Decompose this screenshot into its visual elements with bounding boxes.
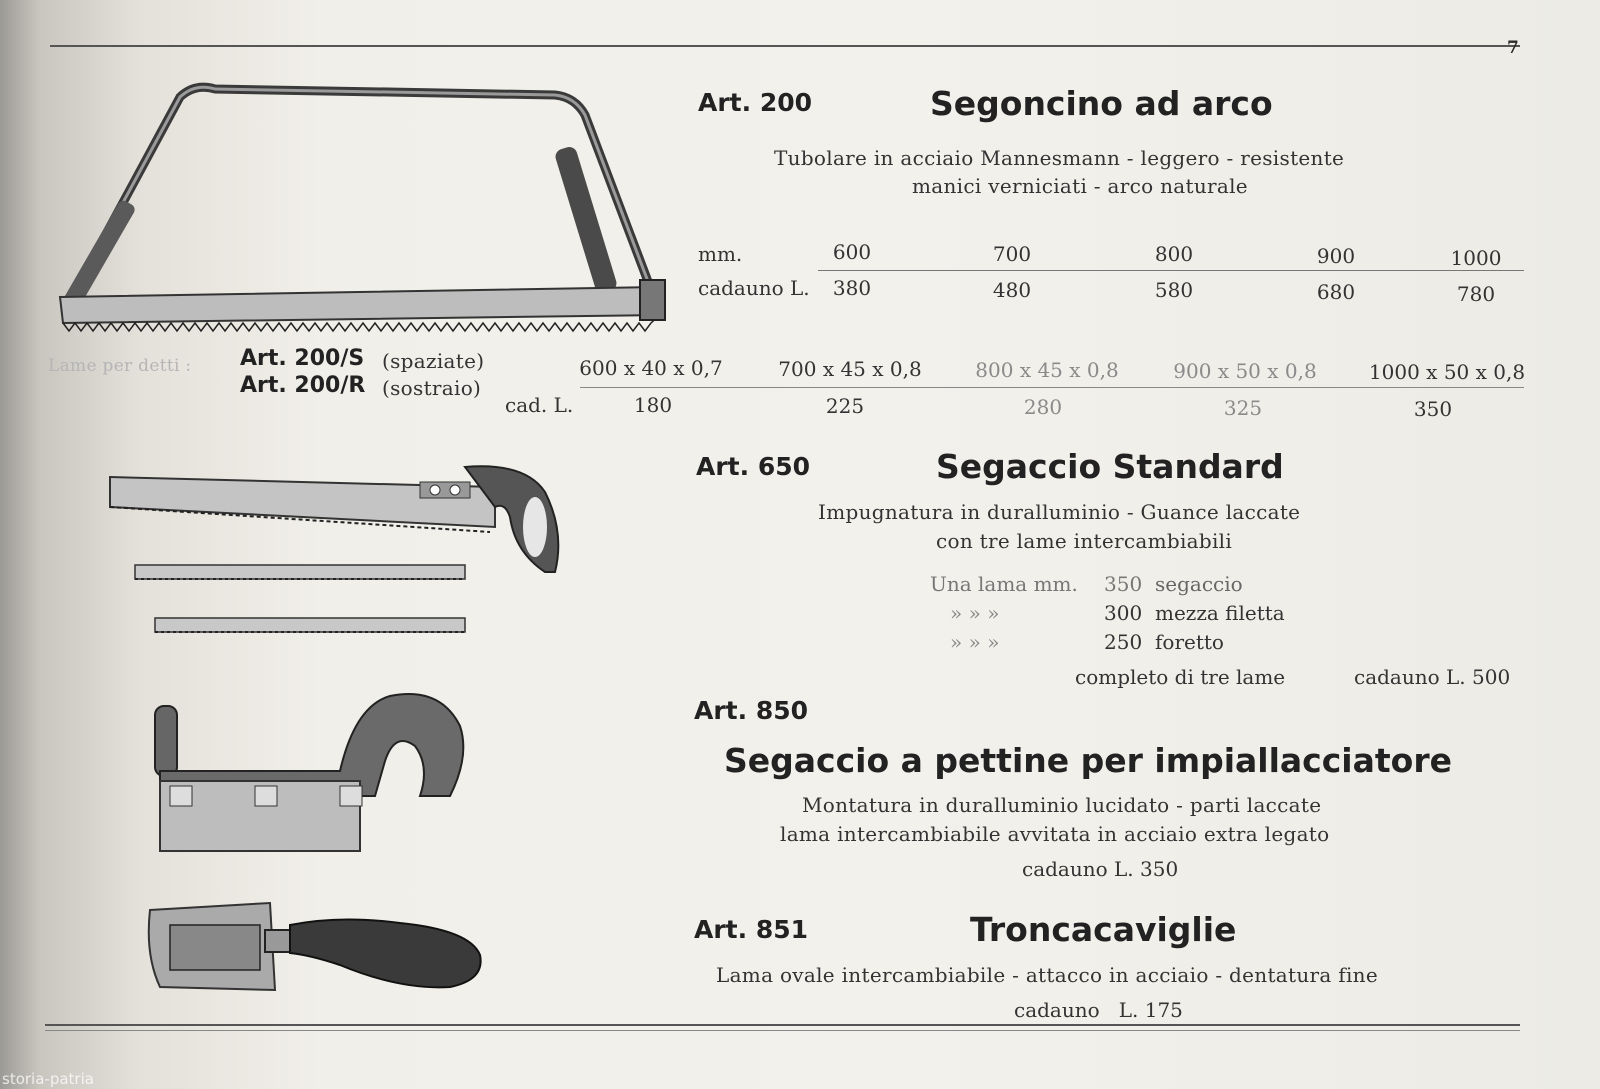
- art-200-price: 780: [1456, 282, 1496, 306]
- top-rule: [50, 45, 1520, 47]
- watermark: storia-patria: [2, 1070, 94, 1088]
- art-650-line-value: 350: [1104, 572, 1143, 596]
- art-650-line-prefix: » » »: [950, 601, 1000, 625]
- art-200-price: 580: [1154, 278, 1194, 302]
- art-650-line-name: mezza filetta: [1155, 601, 1285, 625]
- art-200-code: Art. 200: [698, 88, 813, 117]
- art-650-line-value: 250: [1104, 630, 1143, 654]
- art-200-price: 380: [832, 276, 872, 300]
- art-650-line-prefix: Una lama mm.: [930, 572, 1078, 596]
- art-650-complete: completo di tre lame: [1075, 665, 1286, 689]
- blades-table-rule: [580, 387, 1524, 388]
- art-200-desc-line2: manici verniciati - arco naturale: [912, 174, 1248, 198]
- art-650-code: Art. 650: [696, 452, 811, 481]
- art-200-size: 700: [992, 242, 1032, 266]
- bottom-rule-thin: [45, 1030, 1520, 1031]
- art-200-title: Segoncino ad arco: [930, 84, 1273, 123]
- blade-price: 280: [1023, 395, 1063, 419]
- blade-price: 225: [825, 394, 865, 418]
- blades-code-r: Art. 200/R: [240, 373, 366, 398]
- art-650-price: cadauno L. 500: [1354, 665, 1511, 689]
- blade-price: 180: [633, 393, 673, 417]
- blade-price: 325: [1223, 396, 1263, 420]
- blade-dim: 900 x 50 x 0,8: [1173, 359, 1317, 383]
- art-850-desc-line1: Montatura in duralluminio lucidato - parti laccate: [802, 793, 1322, 817]
- blades-code-s: Art. 200/S: [240, 346, 365, 371]
- art-200-size: 800: [1154, 242, 1194, 266]
- art-650-desc-line1: Impugnatura in duralluminio - Guance laccate: [818, 500, 1301, 524]
- art-850-desc-line2: lama intercambiabile avvitata in acciaio extra legato: [780, 822, 1330, 846]
- art-200-price: 680: [1316, 280, 1356, 304]
- art-200-table-rule: [818, 270, 1524, 271]
- art-650-title: Segaccio Standard: [936, 447, 1284, 486]
- art-650-line-value: 300: [1104, 601, 1143, 625]
- art-650-line-prefix: » » »: [950, 630, 1000, 654]
- page-number: 7: [1507, 38, 1519, 58]
- art-200-price: 480: [992, 278, 1032, 302]
- art-200-price-label: cadauno L.: [698, 276, 810, 300]
- art-200-size: 900: [1316, 244, 1356, 268]
- art-650-desc-line2: con tre lame intercambiabili: [936, 529, 1233, 553]
- blade-dim: 700 x 45 x 0,8: [778, 357, 922, 381]
- art-850-code: Art. 850: [694, 696, 809, 725]
- art-650-line-name: foretto: [1155, 630, 1224, 654]
- art-200-mm-label: mm.: [698, 242, 743, 266]
- art-851-desc-line1: Lama ovale intercambiabile - attacco in acciaio - dentatura fine: [716, 963, 1379, 987]
- art-850-price: cadauno L. 350: [1022, 857, 1179, 881]
- blade-dim: 1000 x 50 x 0,8: [1368, 360, 1526, 384]
- bow-saw-illustration: [55, 75, 675, 335]
- blades-note-r: (sostraio): [382, 376, 482, 400]
- blade-price: 350: [1413, 397, 1453, 421]
- troncacaviglie-illustration: [140, 895, 485, 1000]
- blade-dim: 800 x 45 x 0,8: [975, 358, 1119, 382]
- art-851-title: Troncacaviglie: [970, 910, 1237, 949]
- blades-note-s: (spaziate): [382, 349, 485, 373]
- art-200-size: 600: [832, 240, 872, 264]
- art-200-size: 1000: [1450, 246, 1502, 270]
- art-850-title: Segaccio a pettine per impiallacciatore: [724, 741, 1452, 780]
- art-200-desc-line1: Tubolare in acciaio Mannesmann - leggero - resistente: [774, 146, 1345, 170]
- art-851-code: Art. 851: [694, 915, 809, 944]
- blades-price-label: cad. L.: [505, 393, 574, 417]
- art-851-price: cadauno L. 175: [1014, 998, 1183, 1022]
- bottom-rule: [45, 1024, 1520, 1026]
- blade-dim: 600 x 40 x 0,7: [579, 356, 723, 380]
- segaccio-standard-illustration: [105, 462, 575, 662]
- blades-label: Lame per detti :: [48, 356, 192, 376]
- art-650-line-name: segaccio: [1155, 572, 1243, 596]
- segaccio-pettine-illustration: [150, 686, 480, 856]
